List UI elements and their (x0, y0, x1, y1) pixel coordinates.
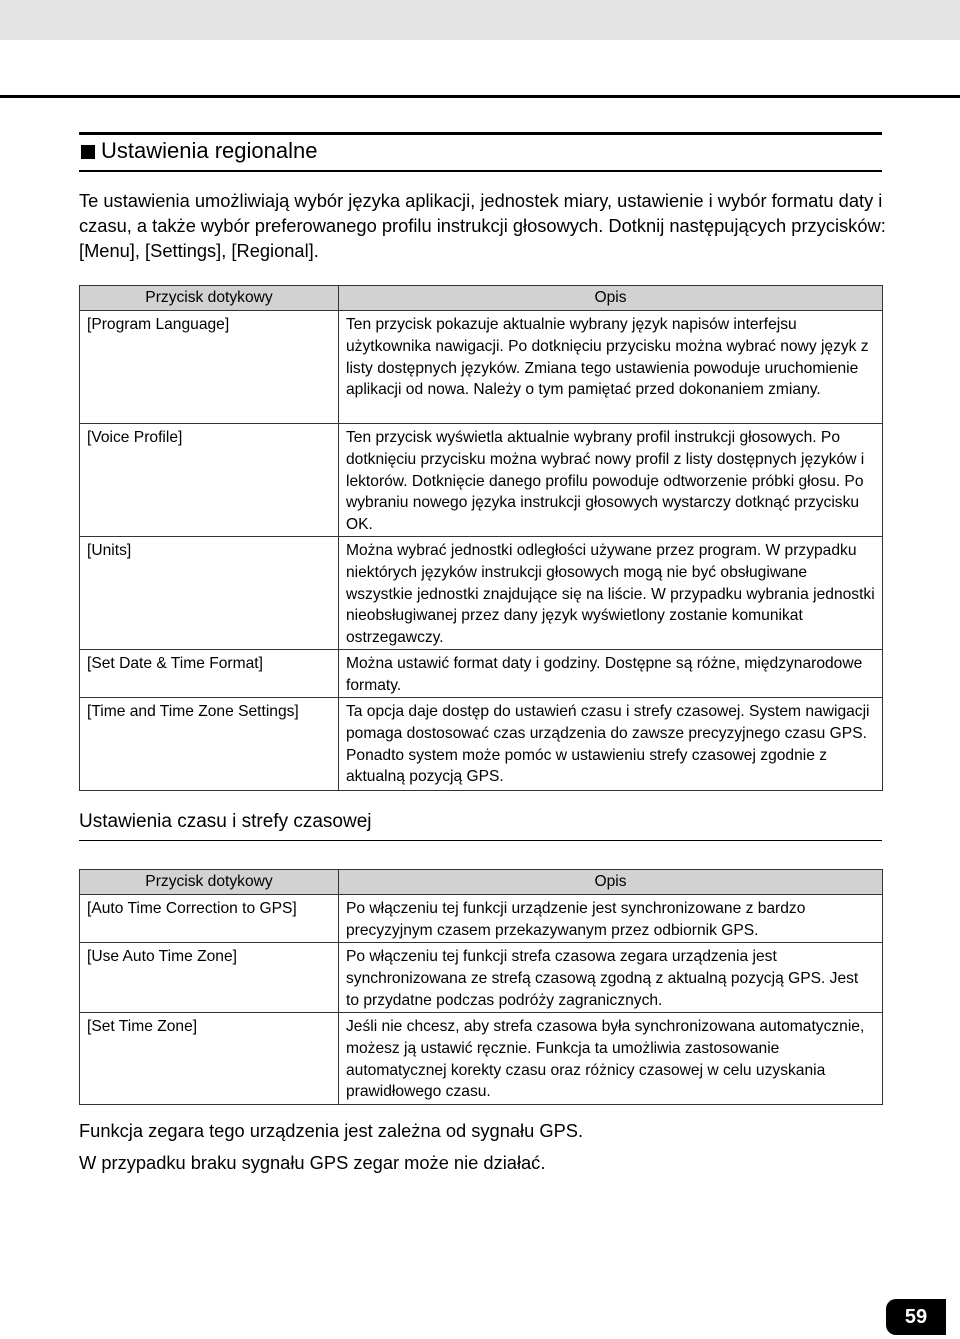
subsection-title: Ustawienia czasu i strefy czasowej (79, 811, 372, 832)
row-key: [Set Date & Time Format] (80, 650, 339, 698)
square-bullet-icon (81, 145, 95, 159)
column-header-description: Opis (339, 286, 883, 311)
row-key: [Units] (80, 537, 339, 650)
table-row (80, 311, 883, 424)
time-settings-table (79, 869, 883, 1105)
table-row (80, 1013, 883, 1105)
table-row (80, 698, 883, 791)
table-row (80, 895, 883, 943)
row-description: Można wybrać jednostki odległości używane przez program. W przypadku niektórych języków instrukcji głosowych mogą nie być obsługiwane wszystkie jednostki znajdujące się na liście. W przypadku wybrania jednostki nieobsługiwanej przez dany język wyświetlony zostanie komunikat ostrzegawczy. (339, 537, 883, 650)
row-description: Po włączeniu tej funkcji urządzenie jest synchronizowane z bardzo precyzyjnym czasem przekazywanym przez odbiornik GPS. (339, 895, 883, 943)
table-row (80, 537, 883, 650)
footnote-no-signal: W przypadku braku sygnału GPS zegar może nie działać. (79, 1152, 546, 1173)
table-header-row (80, 870, 883, 895)
row-key: [Set Time Zone] (80, 1013, 339, 1105)
column-header-button: Przycisk dotykowy (80, 870, 339, 895)
table-row (80, 943, 883, 1013)
row-description: Po włączeniu tej funkcji strefa czasowa zegara urządzenia jest synchronizowana ze strefą czasową zgodną z aktualną pozycją GPS. Jest to przydatne podczas podróży zagranicznych. (339, 943, 883, 1013)
column-header-button: Przycisk dotykowy (80, 286, 339, 311)
row-key: [Program Language] (80, 311, 339, 424)
section-header (79, 132, 882, 172)
page-number: 59 (886, 1299, 946, 1335)
row-key: [Voice Profile] (80, 424, 339, 537)
regional-settings-table (79, 285, 883, 791)
row-description: Ten przycisk pokazuje aktualnie wybrany język napisów interfejsu użytkownika nawigacji. Po dotknięciu przycisku można wybrać nowy język z listy dostępnych języków. Zmiana tego ustawienia powoduje uruchomienie aplikacji od nowa. Należy o tym pamiętać przed dokonaniem zmiany. (339, 311, 883, 424)
table-row (80, 424, 883, 537)
column-header-description: Opis (339, 870, 883, 895)
row-description: Można ustawić format daty i godziny. Dostępne są różne, międzynarodowe formaty. (339, 650, 883, 698)
table-row (80, 650, 883, 698)
row-key: [Auto Time Correction to GPS] (80, 895, 339, 943)
row-key: [Use Auto Time Zone] (80, 943, 339, 1013)
header-rule (0, 95, 960, 98)
table-header-row (80, 286, 883, 311)
row-description: Ten przycisk wyświetla aktualnie wybrany profil instrukcji głosowych. Po dotknięciu przycisku można wybrać nowy profil z listy dostępnych języków i lektorów. Dotknięcie danego profilu powoduje odtworzenie próbki głosu. Po wybraniu nowego języka instrukcji głosowych wystarczy dotknąć przycisku OK. (339, 424, 883, 537)
top-gray-band (0, 0, 960, 40)
row-description: Jeśli nie chcesz, aby strefa czasowa była synchronizowana automatycznie, możesz ją ustawić ręcznie. Funkcja ta umożliwia zastosowanie automatycznej korekty czasu oraz różnicy czasowej w celu uzyskania prawidłowego czasu. (339, 1013, 883, 1105)
section-title: Ustawienia regionalne (101, 138, 318, 163)
subsection-rule (79, 840, 882, 841)
footnote-gps-dependency: Funkcja zegara tego urządzenia jest zależna od sygnału GPS. (79, 1120, 584, 1141)
row-key: [Time and Time Zone Settings] (80, 698, 339, 791)
row-description: Ta opcja daje dostęp do ustawień czasu i strefy czasowej. System nawigacji pomaga dostosować czas urządzenia do zawsze precyzyjnego czasu GPS. Ponadto system może pomóc w ustawieniu strefy czasowej zgodnie z aktualną pozycją GPS. (339, 698, 883, 791)
intro-paragraph: Te ustawienia umożliwiają wybór języka aplikacji, jednostek miary, ustawienie i wybór formatu daty i czasu, a także wybór preferowanego profilu instrukcji głosowych. Dotknij następujących przycisków: [Menu], [Settings], [Regional]. (79, 190, 886, 261)
